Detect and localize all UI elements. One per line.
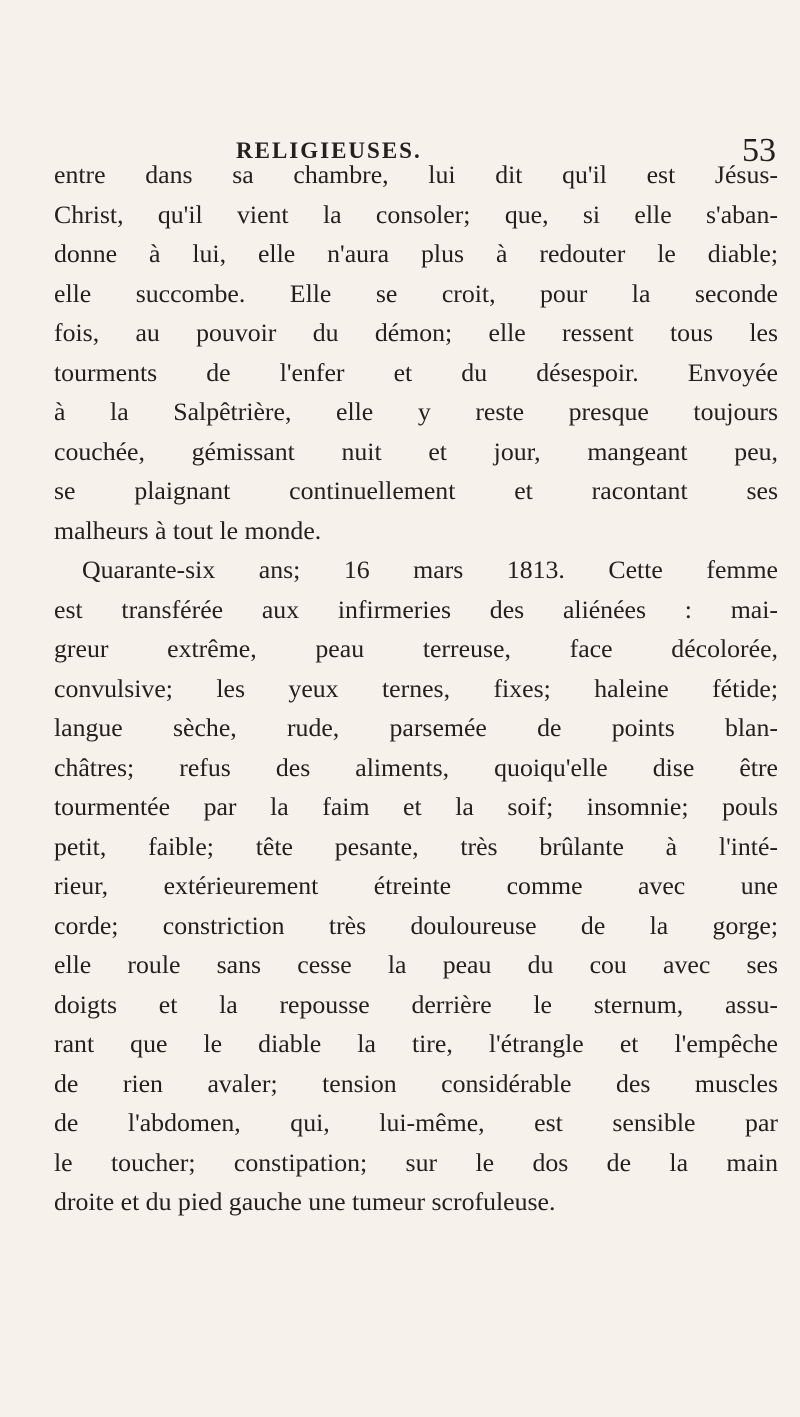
text-line: entre dans sa chambre, lui dit qu'il est Jésus- bbox=[54, 160, 778, 189]
text-line: à la Salpêtrière, elle y reste presque toujours bbox=[54, 397, 778, 426]
text-line: petit, faible; tête pesante, très brûlante à l'inté- bbox=[54, 831, 778, 861]
text-line: châtres; refus des aliments, quoiqu'elle dise être bbox=[54, 752, 778, 782]
text-line: donne à lui, elle n'aura plus à redouter le diable; bbox=[54, 239, 778, 268]
text-line: Christ, qu'il vient la consoler; que, si elle s'aban- bbox=[54, 199, 778, 229]
running-head: RELIGIEUSES. bbox=[236, 138, 422, 163]
text-line: langue sèche, rude, parsemée de points blan- bbox=[54, 713, 778, 742]
text-line: rieur, extérieurement étreinte comme avec une bbox=[54, 871, 778, 900]
text-line: corde; constriction très douloureuse de la gorge; bbox=[54, 910, 778, 940]
text-line: greur extrême, peau terreuse, face décolorée, bbox=[54, 634, 778, 663]
text-line: tourments de l'enfer et du désespoir. Envoyée bbox=[54, 357, 778, 387]
text-line: de rien avaler; tension considérable des muscles bbox=[54, 1068, 778, 1098]
text-line: rant que le diable la tire, l'étrangle et l'empêche bbox=[54, 1029, 778, 1058]
text-line: le toucher; constipation; sur le dos de la main bbox=[54, 1147, 778, 1177]
text-line: couchée, gémissant nuit et jour, mangeant peu, bbox=[54, 436, 778, 466]
text-line: de l'abdomen, qui, lui-même, est sensible par bbox=[54, 1108, 778, 1137]
text-line: doigts et la repousse derrière le sternum, assu- bbox=[54, 989, 778, 1019]
text-line: tourmentée par la faim et la soif; insomnie; pouls bbox=[54, 792, 778, 821]
body-text bbox=[54, 155, 778, 1222]
text-line: Quarante-six ans; 16 mars 1813. Cette femme bbox=[82, 555, 778, 584]
text-line: elle roule sans cesse la peau du cou avec ses bbox=[54, 950, 778, 979]
page-number: 53 bbox=[742, 132, 776, 169]
text-line: se plaignant continuellement et racontant ses bbox=[54, 476, 778, 505]
text-line: elle succombe. Elle se croit, pour la seconde bbox=[54, 278, 778, 308]
text-line: droite et du pied gauche une tumeur scrofuleuse. bbox=[54, 1187, 556, 1216]
text-line: est transférée aux infirmeries des aliénées : mai- bbox=[54, 594, 778, 624]
text-line: malheurs à tout le monde. bbox=[54, 515, 322, 545]
text-line: fois, au pouvoir du démon; elle ressent tous les bbox=[54, 318, 778, 347]
text-line: convulsive; les yeux ternes, fixes; haleine fétide; bbox=[54, 673, 778, 703]
